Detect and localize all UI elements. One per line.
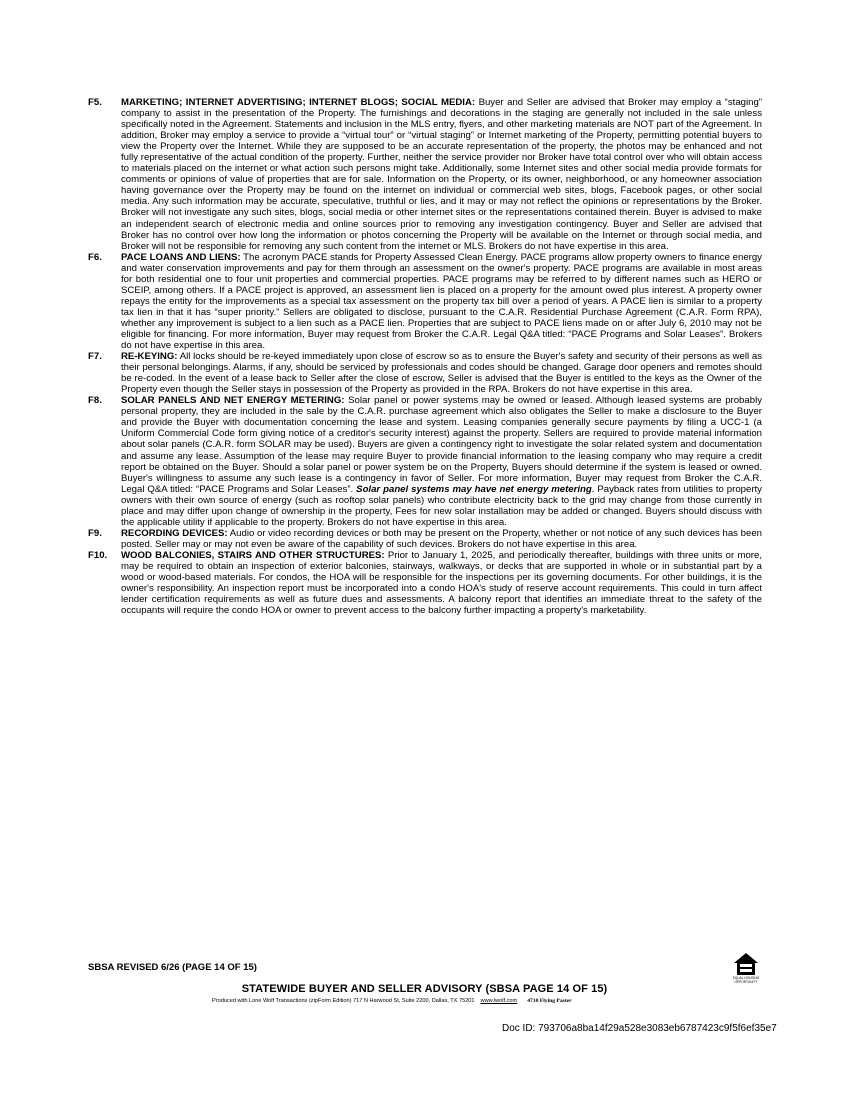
section-number: F9. — [88, 527, 102, 539]
equal-housing-logo — [727, 952, 765, 984]
section-number: F10. — [88, 549, 108, 561]
section-f8 — [88, 395, 762, 528]
section-number: F8. — [88, 395, 102, 407]
section-heading: RE-KEYING: — [121, 351, 178, 363]
equal-housing-text: EQUAL HOUSING OPPORTUNITY — [732, 976, 760, 984]
section-text: Prior to January 1, 2025, and periodically thereafter, buildings with three units or more, may be required to obtain an inspection of exterior balconies, stairways, walkways, or decks that are supported in whole or in substantial part by a wood or wood-based materials. For condos, the HOA will be responsible for the inspections per its governing documents. For other buildings, it is the owner's responsibility. An inspection report must be incorporated into a condo HOA's study of reserve account requirements. This could in turn affect lender certification requirements as well as future dues and assessments. A balcony report that identifies an immediate threat to the safety of the occupants will require the condo HOA or owner to prevent access to the balcony further impacting a property's marketability. — [121, 549, 762, 617]
section-body — [121, 395, 762, 528]
section-heading: PACE LOANS AND LIENS: — [121, 251, 241, 263]
section-number: F5. — [88, 97, 102, 108]
revision-label: SBSA REVISED 6/26 (PAGE 14 OF 15) — [88, 962, 257, 973]
section-emphasis: Solar panel systems may have net energy metering — [356, 483, 592, 495]
section-body — [121, 351, 762, 395]
section-body — [121, 97, 762, 252]
section-heading: SOLAR PANELS AND NET ENERGY METERING: — [121, 395, 345, 407]
section-body — [121, 528, 762, 550]
section-number: F6. — [88, 251, 102, 263]
form-title: STATEWIDE BUYER AND SELLER ADVISORY (SBSA PAGE 14 OF 15) — [241, 983, 608, 995]
section-text: Audio or video recording devices or both may be present on the Property, whether or not notice of any such devices has been posted. Seller may or may not even be aware of the capability of such devices. Brokers do not have expertise in this area. — [121, 527, 762, 550]
section-text-continued: . Payback rates from utilities to property owners with their own source of energy (such as rooftop solar panels) who contribute electricity back to the grid may change from those currently in place and may differ upon change of ownership in the property, Fees for new solar installation may be added or changed. Buyers should discuss with the applicable utility if applicable to the property. Brokers do not have expertise in this area. — [121, 483, 762, 528]
section-f10 — [88, 550, 762, 616]
section-text: Buyer and Seller are advised that Broker may employ a “staging” company to assist in the presentation of the Property. The furnishings and decorations in the staging are generally not included in the sale unless specifically noted in the Agreement. Statements and inclusion in the MLS entry, flyers, and other marketing materials are NOT part of the Agreement. In addition, Broker may employ a service to provide a “virtual tour” or “virtual staging” or Internet marketing of the Property, permitting potential buyers to view the Property over the Internet. While they are supposed to be an accurate representation of the property, the photos may be enhanced and not fully representative of the actual condition of the property. Further, neither the service provider nor Broker have total control over who will obtain access to materials placed on the internet or what action such persons might take. Additionally, some Internet sites and other social media provide formats for comments or opinions of value of properties that are for sale. Information on the Property, or its owner, neighborhood, or any homeowner association having governance over the Property may be found on the internet on individual or commercial web sites, blogs, Facebook pages, or other social media. Any such information may be accurate, speculative, truthful or lies, and it may or may not reflect the opinions or representations by the Broker. Broker will not investigate any such sites, blogs, social media or other internet sites or the representations contained therein. Buyer is advised to make an independent search of electronic media and online sources prior to removing any investigation contingency. Buyer and Seller are advised that Broker has no control over how long the information or photos concerning the Property will be available on the Internet or through social media, and Broker will not be responsible for removing any such content from the internet or MLS. Brokers do not have expertise in this area. — [121, 97, 762, 252]
property-name: 4710 Flying Paster — [527, 998, 572, 1004]
section-f6 — [88, 252, 762, 351]
advisory-content — [88, 97, 762, 616]
doc-id: Doc ID: 793706a8ba14f29a528e3083eb6787423c9f5f6ef35e7 — [502, 1023, 777, 1034]
section-f7 — [88, 351, 762, 395]
section-number: F7. — [88, 351, 102, 363]
lwolf-link[interactable]: www.lwolf.com — [480, 998, 518, 1004]
equal-housing-opportunity-icon — [733, 952, 759, 976]
section-heading: RECORDING DEVICES: — [121, 527, 228, 539]
section-text: Solar panel or power systems may be owned or leased. Although leased systems are probably personal property, they are included in the sale by the C.A.R. purchase agreement which also obligates the Seller to make a disclosure to the Buyer and provide the Buyer with documentation concerning the lease and system. Leasing companies generally secure payments by filing a UCC-1 (a Uniform Commercial Code form giving notice of a creditor's security interest) against the property. Sellers are required to provide material information about solar panels (C.A.R. form SOLAR may be used). Buyers are given a contingency right to investigate the solar related system and documentation and assume any lease. Assumption of the lease may require Buyer to provide financial information to the leasing company who may require a credit report be obtained on the Buyer. Should a solar panel or power system be on the Property, Buyers should determine if the system is leased or owned. Buyer's willingness to assume any such lease is a contingency in favor of Seller. For more information, Buyer may request from Broker the C.A.R. Legal Q&A titled: “PACE Programs and Solar Leases”. — [121, 395, 762, 495]
section-text: All locks should be re-keyed immediately upon close of escrow so as to ensure the Buyer's safety and security of their persons as well as their personal belongings. Alarms, if any, should be serviced by professionals and codes should be changed. Garage door openers and remotes should be re-coded. In the event of a lease back to Seller after the close of escrow, Seller is advised that the Buyer is entitled to the keys as the Owner of the Property even though the Seller stays in possession of the Property as provided in the RPA. Brokers do not have expertise in this area. — [121, 351, 762, 396]
section-f5 — [88, 97, 762, 252]
section-f9 — [88, 528, 762, 550]
section-body — [121, 252, 762, 351]
section-body — [121, 550, 762, 616]
produced-with-line — [212, 998, 572, 1004]
produced-text: Produced with Lone Wolf Transactions (zipForm Edition) 717 N Harwood St, Suite 2200, Dallas, TX 75201 — [212, 998, 475, 1004]
section-text: The acronym PACE stands for Property Assessed Clean Energy. PACE programs allow property owners to finance energy and water conservation improvements and pay for them through an assessment on the owner's property. PACE programs are available in most areas for both residential one to four unit properties and commercial properties. PACE programs may be referred to by different names such as HERO or SCEIP, among others. If a PACE project is approved, an assessment lien is placed on a property for the amount owed plus interest. A property owner repays the entity for the improvements as a special tax assessment on the property tax bill over a period of years. A PACE lien is similar to a property tax lien in that it has “super priority.” Sellers are obligated to disclose, pursuant to the C.A.R. Residential Purchase Agreement (C.A.R. Form RPA), whether any improvement is subject to a lien such as a PACE lien. Properties that are subject to PACE liens made on or after July 6, 2010 may not be eligible for financing. For more information, Buyer may request from Broker the C.A.R. Legal Q&A titled: “PACE Programs and Solar Leases”. Brokers do not have expertise in this area. — [121, 251, 762, 352]
section-heading: MARKETING; INTERNET ADVERTISING; INTERNET BLOGS; SOCIAL MEDIA: — [121, 97, 476, 108]
section-heading: WOOD BALCONIES, STAIRS AND OTHER STRUCTURES: — [121, 549, 385, 561]
